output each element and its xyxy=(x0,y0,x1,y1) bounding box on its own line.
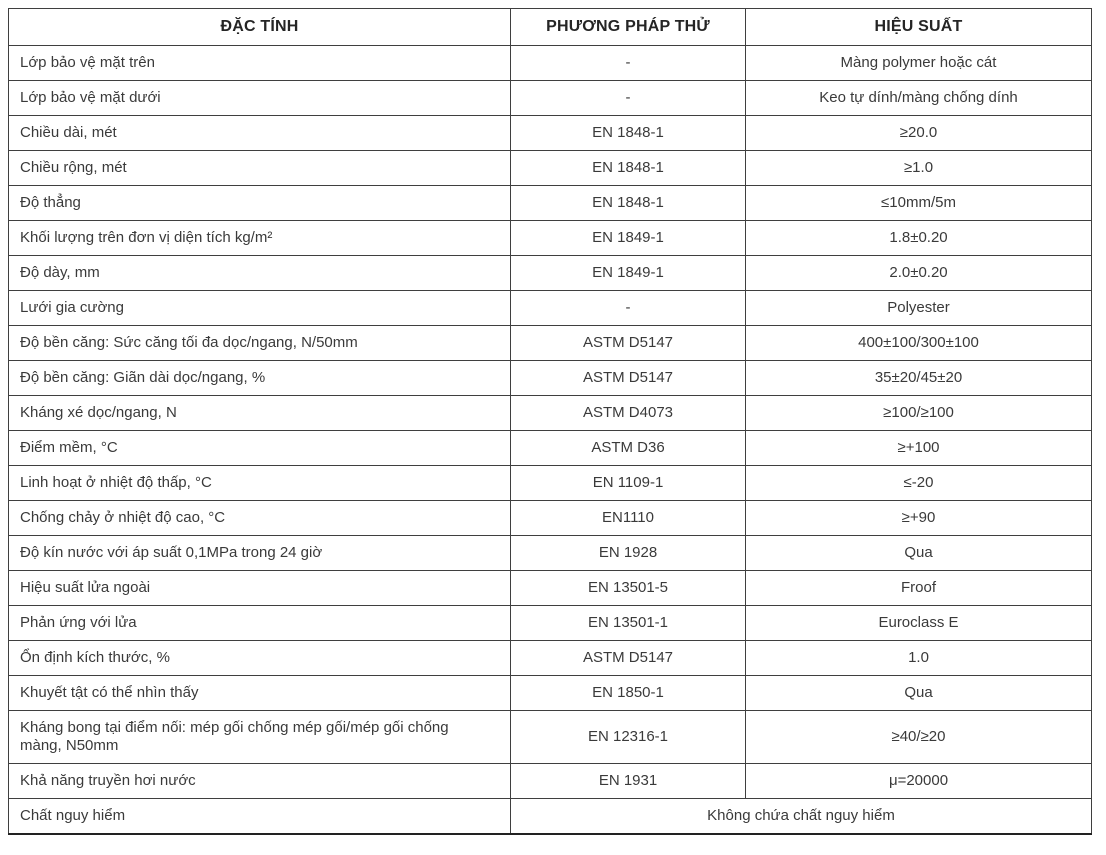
value-cell: Polyester xyxy=(746,291,1092,326)
feature-cell: Chiều dài, mét xyxy=(9,116,511,151)
feature-cell: Chất nguy hiểm xyxy=(9,799,511,835)
table-row xyxy=(9,711,1092,764)
value-cell: μ=20000 xyxy=(746,764,1092,799)
method-cell: ASTM D4073 xyxy=(511,396,746,431)
value-cell: 2.0±0.20 xyxy=(746,256,1092,291)
table-row xyxy=(9,186,1092,221)
feature-cell: Ổn định kích thước, % xyxy=(9,641,511,676)
spec-table xyxy=(8,8,1092,835)
value-cell: 1.8±0.20 xyxy=(746,221,1092,256)
feature-cell: Lớp bảo vệ mặt trên xyxy=(9,46,511,81)
method-cell: EN1110 xyxy=(511,501,746,536)
value-cell: ≥40/≥20 xyxy=(746,711,1092,764)
value-cell: 1.0 xyxy=(746,641,1092,676)
table-row xyxy=(9,46,1092,81)
column-header-performance: HIỆU SUẤT xyxy=(746,9,1092,46)
table-row xyxy=(9,256,1092,291)
table-row xyxy=(9,291,1092,326)
method-cell: - xyxy=(511,291,746,326)
table-row xyxy=(9,396,1092,431)
feature-cell: Độ bền căng: Giãn dài dọc/ngang, % xyxy=(9,361,511,396)
column-header-method: PHƯƠNG PHÁP THỬ xyxy=(511,9,746,46)
value-cell: ≥+90 xyxy=(746,501,1092,536)
table-row xyxy=(9,536,1092,571)
method-cell: EN 13501-1 xyxy=(511,606,746,641)
feature-cell: Lưới gia cường xyxy=(9,291,511,326)
value-cell-merged: Không chứa chất nguy hiểm xyxy=(511,799,1092,835)
table-row xyxy=(9,151,1092,186)
value-cell: ≥100/≥100 xyxy=(746,396,1092,431)
feature-cell: Kháng bong tại điểm nối: mép gối chống mép gối/mép gối chống màng, N50mm xyxy=(9,711,511,764)
method-cell: ASTM D5147 xyxy=(511,326,746,361)
method-cell: ASTM D5147 xyxy=(511,641,746,676)
method-cell: EN 1849-1 xyxy=(511,221,746,256)
method-cell: - xyxy=(511,46,746,81)
table-row xyxy=(9,221,1092,256)
table-row xyxy=(9,799,1092,835)
feature-cell: Khả năng truyền hơi nước xyxy=(9,764,511,799)
feature-cell: Khuyết tật có thể nhìn thấy xyxy=(9,676,511,711)
table-row xyxy=(9,676,1092,711)
table-row xyxy=(9,81,1092,116)
method-cell: EN 12316-1 xyxy=(511,711,746,764)
value-cell: Màng polymer hoặc cát xyxy=(746,46,1092,81)
feature-cell: Kháng xé dọc/ngang, N xyxy=(9,396,511,431)
value-cell: Keo tự dính/màng chống dính xyxy=(746,81,1092,116)
method-cell: EN 1928 xyxy=(511,536,746,571)
feature-cell: Lớp bảo vệ mặt dưới xyxy=(9,81,511,116)
method-cell: EN 1849-1 xyxy=(511,256,746,291)
value-cell: 35±20/45±20 xyxy=(746,361,1092,396)
value-cell: Froof xyxy=(746,571,1092,606)
table-row xyxy=(9,431,1092,466)
table-row xyxy=(9,764,1092,799)
value-cell: ≤-20 xyxy=(746,466,1092,501)
feature-cell: Hiệu suất lửa ngoài xyxy=(9,571,511,606)
feature-cell: Độ dày, mm xyxy=(9,256,511,291)
value-cell: Qua xyxy=(746,676,1092,711)
method-cell: EN 1931 xyxy=(511,764,746,799)
feature-cell: Độ kín nước với áp suất 0,1MPa trong 24 giờ xyxy=(9,536,511,571)
spec-table-header xyxy=(9,9,1092,46)
value-cell: Euroclass E xyxy=(746,606,1092,641)
spec-table-body xyxy=(9,46,1092,835)
value-cell: 400±100/300±100 xyxy=(746,326,1092,361)
table-row xyxy=(9,571,1092,606)
table-row xyxy=(9,466,1092,501)
feature-cell: Linh hoạt ở nhiệt độ thấp, °C xyxy=(9,466,511,501)
feature-cell: Chống chảy ở nhiệt độ cao, °C xyxy=(9,501,511,536)
method-cell: ASTM D36 xyxy=(511,431,746,466)
method-cell: - xyxy=(511,81,746,116)
method-cell: EN 1848-1 xyxy=(511,186,746,221)
method-cell: EN 1848-1 xyxy=(511,116,746,151)
feature-cell: Điểm mềm, °C xyxy=(9,431,511,466)
value-cell: ≥20.0 xyxy=(746,116,1092,151)
method-cell: EN 1109-1 xyxy=(511,466,746,501)
column-header-feature: ĐẶC TÍNH xyxy=(9,9,511,46)
feature-cell: Độ thẳng xyxy=(9,186,511,221)
feature-cell: Độ bền căng: Sức căng tối đa dọc/ngang, N/50mm xyxy=(9,326,511,361)
table-row xyxy=(9,361,1092,396)
table-row xyxy=(9,326,1092,361)
feature-cell: Chiều rộng, mét xyxy=(9,151,511,186)
value-cell: Qua xyxy=(746,536,1092,571)
method-cell: EN 13501-5 xyxy=(511,571,746,606)
method-cell: EN 1848-1 xyxy=(511,151,746,186)
method-cell: ASTM D5147 xyxy=(511,361,746,396)
feature-cell: Khối lượng trên đơn vị diện tích kg/m² xyxy=(9,221,511,256)
value-cell: ≥+100 xyxy=(746,431,1092,466)
value-cell: ≥1.0 xyxy=(746,151,1092,186)
method-cell: EN 1850-1 xyxy=(511,676,746,711)
value-cell: ≤10mm/5m xyxy=(746,186,1092,221)
table-row xyxy=(9,606,1092,641)
header-row xyxy=(9,9,1092,46)
table-row xyxy=(9,116,1092,151)
table-row xyxy=(9,641,1092,676)
table-row xyxy=(9,501,1092,536)
feature-cell: Phản ứng với lửa xyxy=(9,606,511,641)
